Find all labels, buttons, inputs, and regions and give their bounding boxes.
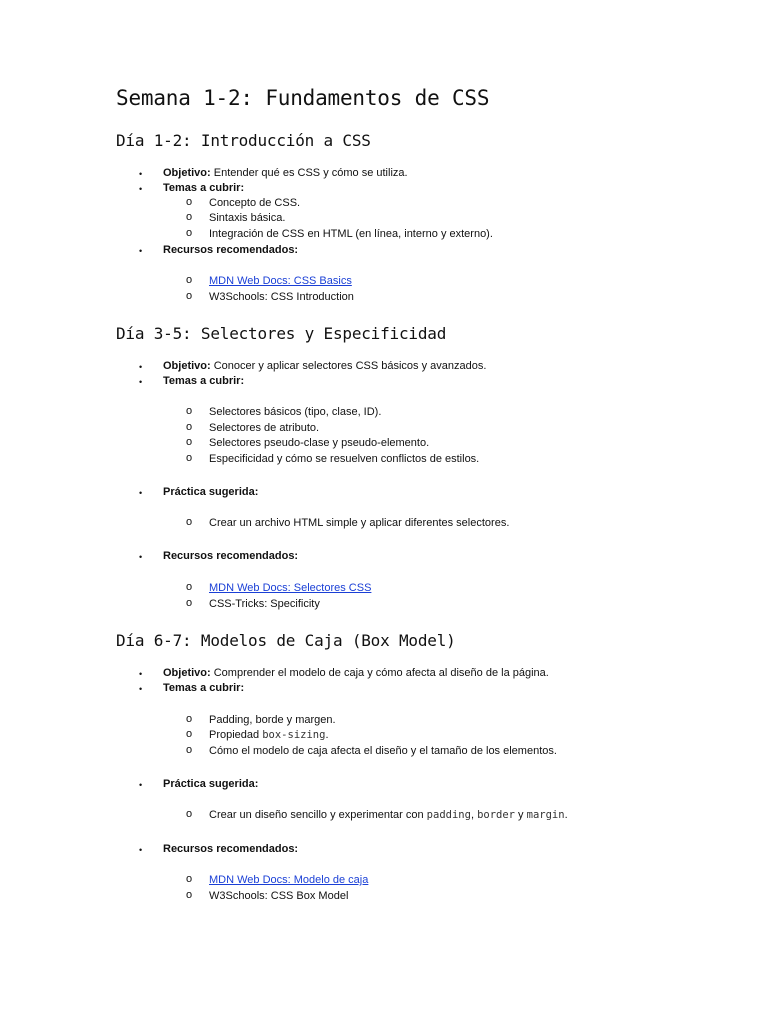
objetivo-item — [163, 666, 549, 680]
bullet-icon: • — [139, 169, 143, 179]
tema-text: Propiedad — [209, 729, 263, 741]
tema-item: Selectores básicos (tipo, clase, ID). — [209, 406, 382, 418]
circle-bullet-icon: o — [186, 597, 193, 609]
temas-label: Temas a cubrir: — [163, 375, 245, 387]
practica-suffix: . — [564, 809, 568, 821]
resource-link-mdn-modelo-caja[interactable]: MDN Web Docs: Modelo de caja — [209, 874, 369, 886]
section-heading-dia-3-5: Día 3-5: Selectores y Especificidad — [116, 324, 447, 343]
section-heading-dia-1-2: Día 1-2: Introducción a CSS — [116, 131, 371, 150]
code-box-sizing: box-sizing — [262, 729, 326, 741]
objetivo-item — [163, 359, 486, 373]
objetivo-label: Objetivo: — [163, 167, 211, 179]
circle-bullet-icon: o — [186, 274, 193, 286]
page-title: Semana 1-2: Fundamentos de CSS — [116, 86, 490, 110]
objetivo-text: Conocer y aplicar selectores CSS básicos y avanzados. — [213, 360, 487, 372]
circle-bullet-icon: o — [186, 728, 193, 740]
resource-item: CSS-Tricks: Specificity — [209, 598, 320, 610]
bullet-icon: • — [139, 552, 143, 562]
recursos-label: Recursos recomendados: — [163, 843, 299, 855]
objetivo-item — [163, 166, 408, 180]
circle-bullet-icon: o — [186, 889, 193, 901]
bullet-icon: • — [139, 377, 143, 387]
circle-bullet-icon: o — [186, 713, 193, 725]
practica-item — [209, 808, 568, 822]
temas-label: Temas a cubrir: — [163, 682, 245, 694]
tema-item-box-sizing — [209, 728, 329, 742]
circle-bullet-icon: o — [186, 516, 193, 528]
tema-item: Cómo el modelo de caja afecta el diseño y el tamaño de los elementos. — [209, 745, 557, 757]
resource-link-mdn-selectores[interactable]: MDN Web Docs: Selectores CSS — [209, 582, 372, 594]
circle-bullet-icon: o — [186, 196, 193, 208]
code-margin: margin — [526, 809, 565, 821]
tema-item: Selectores de atributo. — [209, 422, 320, 434]
bullet-icon: • — [139, 845, 143, 855]
bullet-icon: • — [139, 246, 143, 256]
circle-bullet-icon: o — [186, 290, 193, 302]
objetivo-text: Entender qué es CSS y cómo se utiliza. — [213, 167, 408, 179]
recursos-label: Recursos recomendados: — [163, 244, 299, 256]
tema-item: Padding, borde y margen. — [209, 714, 336, 726]
bullet-icon: • — [139, 184, 143, 194]
tema-suffix: . — [325, 729, 329, 741]
bullet-icon: • — [139, 684, 143, 694]
practica-label: Práctica sugerida: — [163, 778, 259, 790]
circle-bullet-icon: o — [186, 808, 193, 820]
code-padding: padding — [426, 809, 471, 821]
tema-item: Especificidad y cómo se resuelven conflictos de estilos. — [209, 453, 480, 465]
circle-bullet-icon: o — [186, 211, 193, 223]
bullet-icon: • — [139, 362, 143, 372]
circle-bullet-icon: o — [186, 744, 193, 756]
circle-bullet-icon: o — [186, 581, 193, 593]
circle-bullet-icon: o — [186, 452, 193, 464]
circle-bullet-icon: o — [186, 405, 193, 417]
practica-label: Práctica sugerida: — [163, 486, 259, 498]
objetivo-text: Comprender el modelo de caja y cómo afecta al diseño de la página. — [213, 667, 549, 679]
recursos-label: Recursos recomendados: — [163, 550, 299, 562]
resource-link-mdn-css-basics[interactable]: MDN Web Docs: CSS Basics — [209, 275, 352, 287]
practica-sep: , — [470, 809, 478, 821]
tema-item: Concepto de CSS. — [209, 197, 301, 209]
bullet-icon: • — [139, 488, 143, 498]
circle-bullet-icon: o — [186, 227, 193, 239]
tema-item: Sintaxis básica. — [209, 212, 286, 224]
tema-item: Selectores pseudo-clase y pseudo-elemento. — [209, 437, 430, 449]
objetivo-label: Objetivo: — [163, 667, 211, 679]
bullet-icon: • — [139, 780, 143, 790]
section-heading-dia-6-7: Día 6-7: Modelos de Caja (Box Model) — [116, 631, 456, 650]
circle-bullet-icon: o — [186, 436, 193, 448]
temas-label: Temas a cubrir: — [163, 182, 245, 194]
practica-item: Crear un archivo HTML simple y aplicar diferentes selectores. — [209, 517, 510, 529]
resource-item: W3Schools: CSS Introduction — [209, 291, 354, 303]
practica-text: Crear un diseño sencillo y experimentar con — [209, 809, 427, 821]
resource-item: W3Schools: CSS Box Model — [209, 890, 349, 902]
circle-bullet-icon: o — [186, 873, 193, 885]
bullet-icon: • — [139, 669, 143, 679]
practica-sep: y — [515, 809, 527, 821]
tema-item: Integración de CSS en HTML (en línea, interno y externo). — [209, 228, 493, 240]
objetivo-label: Objetivo: — [163, 360, 211, 372]
code-border: border — [477, 809, 515, 821]
circle-bullet-icon: o — [186, 421, 193, 433]
